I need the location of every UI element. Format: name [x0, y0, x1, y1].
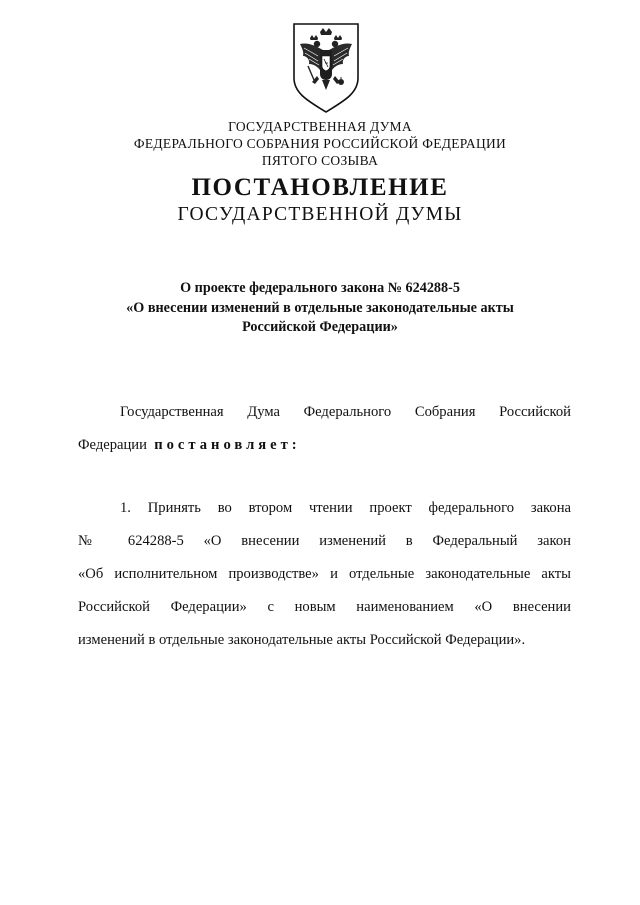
preamble-line-2 [78, 429, 571, 462]
clause-1-paragraph [78, 492, 571, 657]
subject-line-3: Российской Федерации» [242, 319, 398, 335]
preamble-federation-word: Федерации [78, 437, 147, 453]
document-header [0, 118, 640, 227]
preamble-paragraph [78, 396, 571, 462]
header-institution: ГОСУДАРСТВЕННАЯ ДУМА [228, 119, 412, 134]
clause-1-line-4: Российской Федерации» с новым наименованием «О внесении [78, 599, 571, 615]
clause-1-line-2: № 624288-5 «О внесении изменений в Федеральный закон [78, 533, 571, 549]
resolution-verb: постановляет: [154, 437, 301, 453]
subject-line-1: О проекте федерального закона № 624288-5 [180, 280, 460, 296]
coat-of-arms-icon [290, 22, 362, 114]
document-issuer: ГОСУДАРСТВЕННОЙ ДУМЫ [177, 204, 463, 225]
clause-1-line-5: изменений в отдельные законодательные акты Российской Федерации». [78, 632, 526, 648]
clause-1-line-1: 1. Принять во втором чтении проект федерального закона [120, 500, 571, 516]
header-assembly: ФЕДЕРАЛЬНОГО СОБРАНИЯ РОССИЙСКОЙ ФЕДЕРАЦИИ [133, 136, 507, 151]
document-subject [0, 279, 640, 338]
header-convocation: ПЯТОГО СОЗЫВА [261, 153, 379, 168]
subject-line-2: «О внесении изменений в отдельные законодательные акты [126, 299, 514, 316]
preamble-line-1: Государственная Дума Федерального Собрания Российской [120, 404, 571, 420]
document-type: ПОСТАНОВЛЕНИЕ [191, 174, 449, 201]
clause-1-line-3: «Об исполнительном производстве» и отдельные законодательные акты [78, 566, 571, 582]
